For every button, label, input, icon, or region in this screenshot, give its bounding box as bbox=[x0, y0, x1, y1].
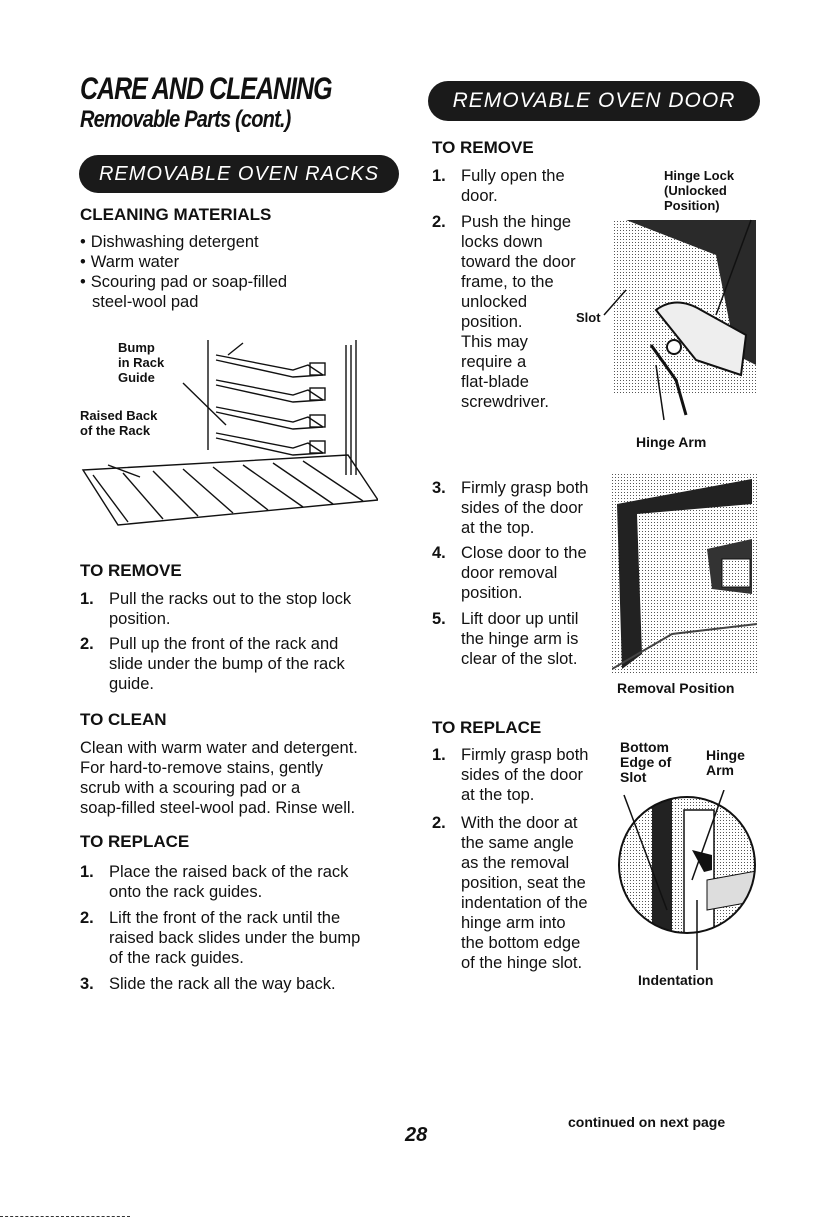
racks-replace-heading: TO REPLACE bbox=[80, 832, 190, 851]
racks-replace-step: 1. Place the raised back of the rack onto the rack guides. bbox=[80, 863, 349, 901]
door-remove-heading: TO REMOVE bbox=[432, 138, 534, 157]
page-edge-mark bbox=[0, 1216, 130, 1217]
door-replace-step: 1. Firmly grasp both sides of the door at the top. bbox=[432, 746, 589, 804]
removal-position-photo bbox=[612, 474, 757, 674]
materials-item: • Scouring pad or soap-filled steel-wool pad bbox=[80, 272, 330, 312]
hinge-arm-label: Hinge Arm bbox=[636, 434, 707, 450]
section-title: CARE AND CLEANING bbox=[80, 71, 332, 107]
bottom-edge-label: Bottom Edge of Slot bbox=[620, 739, 672, 785]
hinge-arm-label-2: Hinge Arm bbox=[706, 747, 745, 778]
materials-item: • Warm water bbox=[80, 252, 330, 272]
materials-list bbox=[80, 232, 330, 312]
slot-label: Slot bbox=[576, 310, 601, 325]
door-banner: REMOVABLE OVEN DOOR bbox=[428, 81, 760, 121]
racks-clean-heading: TO CLEAN bbox=[80, 710, 167, 729]
door-replace-heading: TO REPLACE bbox=[432, 718, 542, 737]
hinge-lock-photo bbox=[596, 215, 761, 425]
section-subtitle: Removable Parts (cont.) bbox=[80, 106, 291, 134]
materials-heading: CLEANING MATERIALS bbox=[80, 205, 272, 224]
racks-replace-step: 2. Lift the front of the rack until the raised back slides under the bump of the rack guides. bbox=[80, 909, 361, 967]
bump-label: Bump in Rack Guide bbox=[118, 340, 165, 385]
hinge-lock-label: Hinge Lock (Unlocked Position) bbox=[664, 168, 735, 213]
door-remove-step: 4. Close door to the door removal position. bbox=[432, 544, 587, 602]
racks-remove-step: 1. Pull the racks out to the stop lock position. bbox=[80, 590, 352, 628]
door-remove-step: 3. Firmly grasp both sides of the door at the top. bbox=[432, 479, 589, 537]
door-remove-step: 1. Fully open the door. bbox=[432, 167, 565, 205]
removal-position-caption: Removal Position bbox=[617, 680, 735, 696]
hinge-slot-illustration bbox=[612, 790, 762, 970]
racks-remove-heading: TO REMOVE bbox=[80, 561, 182, 580]
racks-clean-text: Clean with warm water and detergent. For hard-to-remove stains, gently scrub with a scouring pad or a soap-filled steel-wool pad. Rinse well. bbox=[80, 739, 358, 817]
indentation-label: Indentation bbox=[638, 972, 714, 988]
raised-back-label: Raised Back of the Rack bbox=[80, 408, 158, 438]
racks-replace-step: 3. Slide the rack all the way back. bbox=[80, 975, 336, 993]
page-number: 28 bbox=[405, 1124, 428, 1146]
racks-banner: REMOVABLE OVEN RACKS bbox=[79, 155, 399, 193]
materials-item: • Dishwashing detergent bbox=[80, 232, 330, 252]
continued-note: continued on next page bbox=[568, 1114, 726, 1130]
door-replace-step: 2. With the door at the same angle as the removal position, seat the indentation of the hinge arm into the bottom edge of the hinge slot. bbox=[432, 814, 588, 972]
door-remove-step: 5. Lift door up until the hinge arm is clear of the slot. bbox=[432, 610, 579, 668]
racks-remove-step: 2. Pull up the front of the rack and slide under the bump of the rack guide. bbox=[80, 635, 345, 693]
door-remove-step: 2. Push the hinge locks down toward the door frame, to the unlocked position. This may require a flat-blade screwdriver. bbox=[432, 213, 576, 411]
